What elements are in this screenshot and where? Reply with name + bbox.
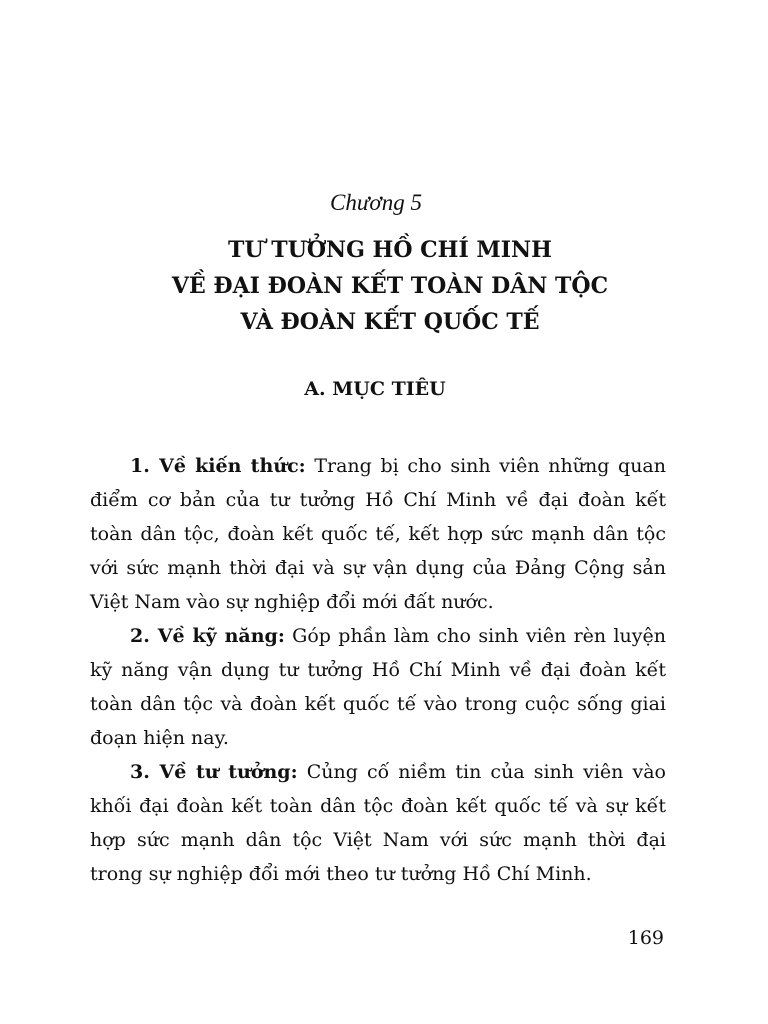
paragraph-lead: 1. Về kiến thức: [130,455,306,477]
body-text [90,449,666,891]
paragraph-text: Củng cố niềm tin của sinh viên vào khối đại đoàn kết toàn dân tộc đoàn kết quốc tế và sự kết hợp sức mạnh dân tộc Việt Nam với sức mạnh thời đại trong sự nghiệp đổi mới theo tư tưởng Hồ Chí Minh. [90,761,666,885]
chapter-title-line-1: TƯ TƯỞNG HỒ CHÍ MINH [228,237,552,263]
chapter-title [0,232,768,340]
chapter-label: Chương 5 [330,190,422,215]
paragraph-ideology [90,755,666,891]
chapter-title-line-2: VỀ ĐẠI ĐOÀN KẾT TOÀN DÂN TỘC [171,273,609,299]
paragraph-lead: 2. Về kỹ năng: [130,625,285,647]
paragraph-text: Trang bị cho sinh viên những quan điểm cơ bản của tư tưởng Hồ Chí Minh về đại đoàn kết toàn dân tộc, đoàn kết quốc tế, kết hợp sức mạnh dân tộc với sức mạnh thời đại và sự vận dụng của Đảng Cộng sản Việt Nam vào sự nghiệp đổi mới đất nước. [90,455,667,613]
chapter-title-line-3: VÀ ĐOÀN KẾT QUỐC TẾ [240,309,540,335]
paragraph-skills [90,619,666,755]
section-heading: A. MỤC TIÊU [304,378,446,400]
paragraph-knowledge [90,449,666,619]
paragraph-text: Góp phần làm cho sinh viên rèn luyện kỹ năng vận dụng tư tưởng Hồ Chí Minh về đại đoàn kết toàn dân tộc và đoàn kết quốc tế vào trong cuộc sống giai đoạn hiện nay. [90,625,667,749]
page-number: 169 [627,927,664,949]
paragraph-lead: 3. Về tư tưởng: [130,761,298,783]
